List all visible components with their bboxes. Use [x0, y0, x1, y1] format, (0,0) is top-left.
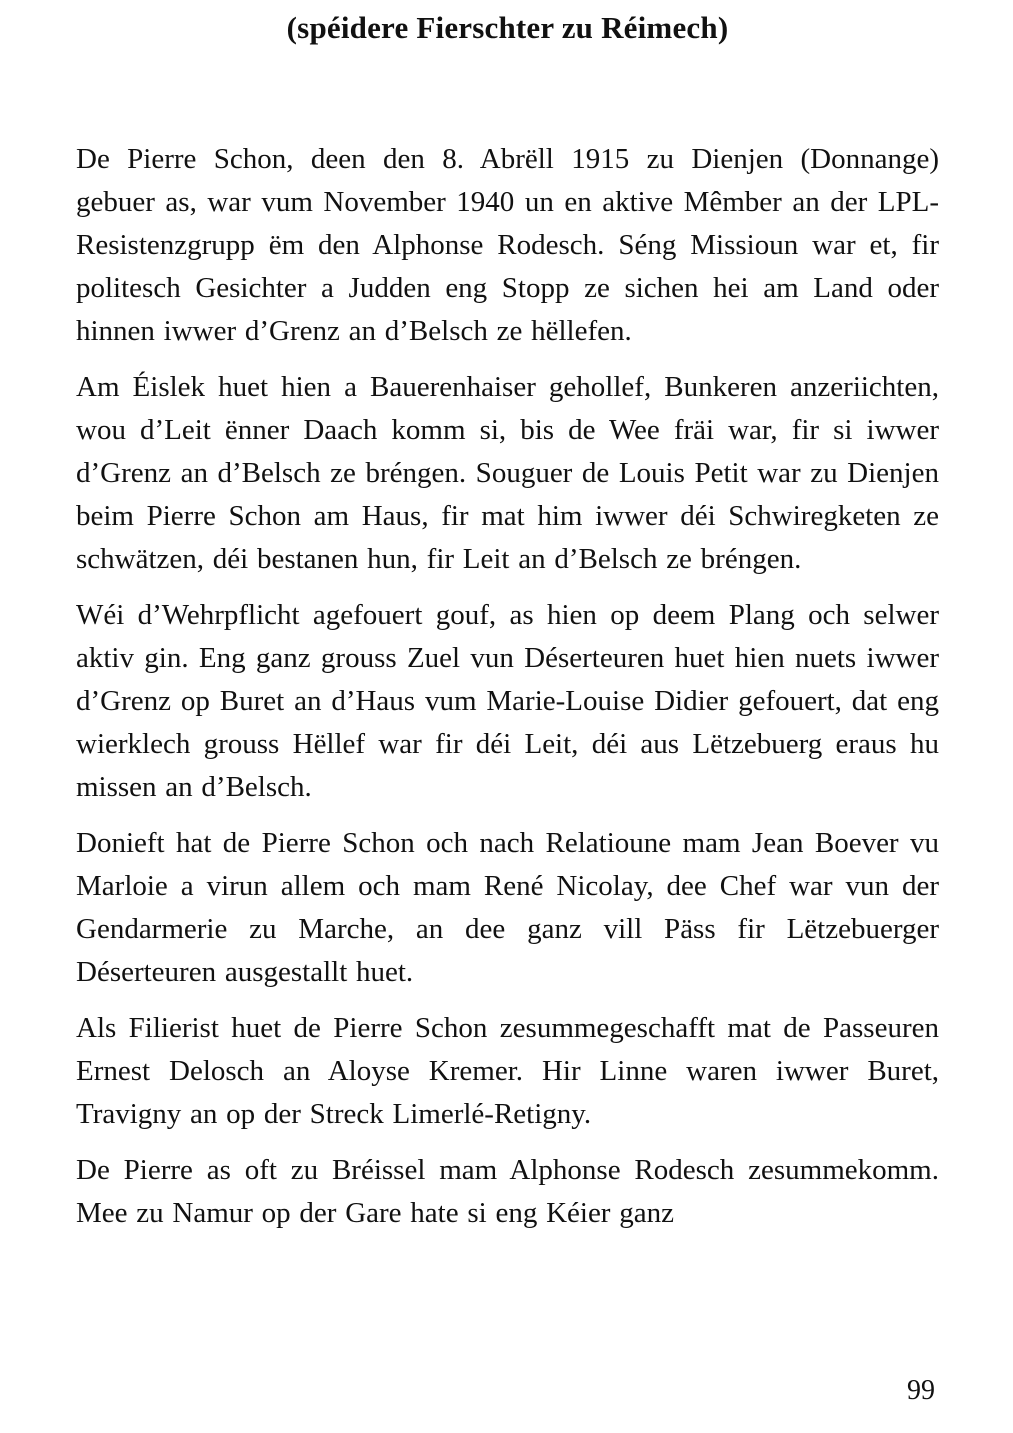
paragraph: Wéi d’Wehrpflicht agefouert gouf, as hien op deem Plang och selwer aktiv gin. Eng ganz grouss Zuel vun Déserteuren huet hien nuets iwwer d’Grenz op Buret an d’Haus vum Marie-Louise Didier gefouert, dat eng wierklech grouss Hëllef war fir déi Leit, déi aus Lëtzebuerg eraus hu missen an d’Belsch.	[76, 599, 939, 803]
paragraph: Als Filierist huet de Pierre Schon zesummegeschafft mat de Passeuren Ernest Delosch an Aloyse Kremer. Hir Linne waren iwwer Buret, Travigny an op der Streck Limerlé-Retigny.	[76, 1012, 939, 1130]
paragraph: Donieft hat de Pierre Schon och nach Relatioune mam Jean Boever vu Marloie a virun allem och mam René Nicolay, dee Chef war vun der Gendarmerie zu Marche, an dee ganz vill Päss fir Lëtzebuerger Déserteuren ausgestallt huet.	[76, 827, 939, 988]
paragraph: Am Éislek huet hien a Bauerenhaiser gehollef, Bunkeren anzeriichten, wou d’Leit ënner Daach komm si, bis de Wee fräi war, fir si iwwer d’Grenz an d’Belsch ze bréngen. Souguer de Louis Petit war zu Dienjen beim Pierre Schon am Haus, fir mat him iwwer déi Schwiregketen ze schwätzen, déi bestanen hun, fir Leit an d’Belsch ze bréngen.	[76, 371, 939, 575]
body-text	[76, 138, 939, 1235]
page-number: 99	[907, 1375, 935, 1406]
page-title: (spéidere Fierschter zu Réimech)	[286, 10, 729, 45]
paragraph: De Pierre Schon, deen den 8. Abrëll 1915 zu Dienjen (Donnange) gebuer as, war vum November 1940 un en aktive Mêmber an der LPL-Resistenzgrupp ëm den Alphonse Rodesch. Séng Missioun war et, fir politesch Gesichter a Judden eng Stopp ze sichen hei am Land oder hinnen iwwer d’Grenz an d’Belsch ze hëllefen.	[76, 143, 939, 347]
paragraph: De Pierre as oft zu Bréissel mam Alphonse Rodesch zesummekomm. Mee zu Namur op der Gare hate si eng Kéier ganz	[76, 1154, 939, 1229]
